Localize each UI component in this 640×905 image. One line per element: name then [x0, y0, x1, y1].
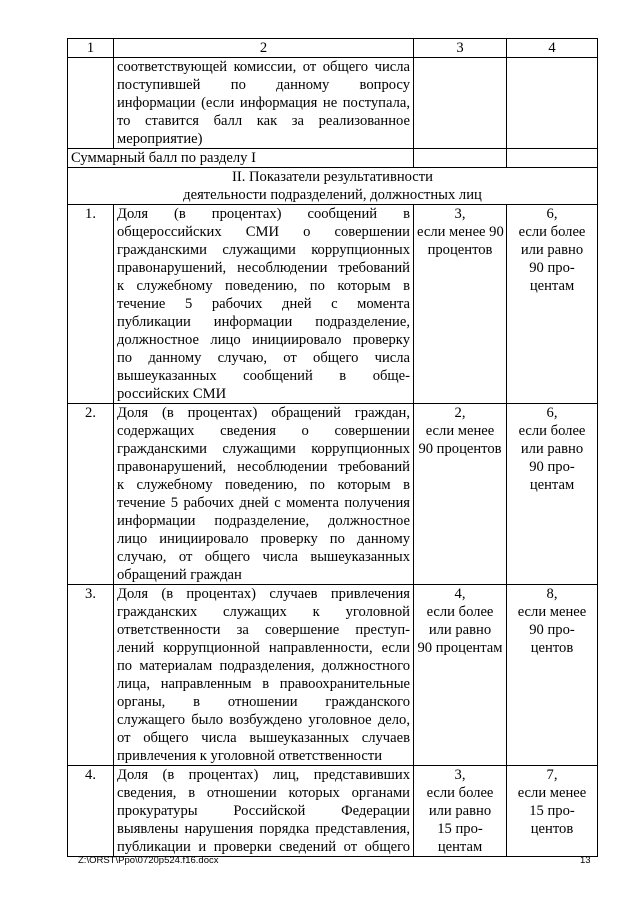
- text-line: соответствующей комиссии, от общего числа: [117, 59, 410, 75]
- row-score-col4: 8, если менее 90 про- центов: [507, 585, 598, 766]
- row-score-col4: 7, если менее 15 про- центов: [507, 766, 598, 857]
- text-line: должностное лицо инициировало проверку: [117, 332, 410, 348]
- text-line: публикации и проверки сведений от общего: [117, 839, 410, 855]
- section-title-line: деятельности подразделений, должностных лиц: [183, 187, 482, 203]
- text-line: Доля (в процентах) случаев привлечения: [117, 586, 410, 602]
- text-line: содержащих сведения о совершении: [117, 423, 410, 439]
- row-description: [114, 766, 414, 857]
- text-line: органы, в отношении гражданского: [117, 694, 410, 710]
- text-line: информации (если информация не поступала,: [117, 95, 410, 111]
- criteria-table: [67, 38, 598, 857]
- text-line: лицо инициировало проверку по данному: [117, 531, 410, 547]
- header-col-3: 3: [414, 39, 507, 58]
- text-line: прокуратуры Российской Федерации: [117, 803, 410, 819]
- section-title-line: II. Показатели результативности: [232, 169, 433, 185]
- section-title-row: [68, 168, 598, 205]
- text-line: привлечения к уголовной ответственности: [117, 748, 383, 764]
- text-line: ответственности за совершение преступ-: [117, 622, 410, 638]
- text-line: Доля (в процентах) лиц, представивших: [117, 767, 410, 783]
- row-description: [114, 205, 414, 404]
- text-line: обращений граждан: [117, 567, 242, 583]
- text-line: мероприятие): [117, 131, 203, 147]
- text-line: случаю, от общего числа вышеуказанных: [117, 549, 410, 565]
- header-col-1: 1: [68, 39, 114, 58]
- text-line: правонарушений, несоблюдении требований: [117, 459, 410, 475]
- summary-label: Суммарный балл по разделу I: [68, 149, 414, 168]
- footer-file-path: Z:\ORST\Ppo\0720p524.f16.docx: [78, 855, 219, 866]
- text-line: к служебному поведению, по которым в: [117, 278, 410, 294]
- text-line: служащего было возбуждено уголовное дело,: [117, 712, 410, 728]
- text-line: Доля (в процентах) сообщений в: [117, 206, 410, 222]
- text-line: по данному случаю, от общего числа: [117, 350, 410, 366]
- text-line: от общего числа вышеуказанных случаев: [117, 730, 410, 746]
- text-line: то ставится балл как за реализованное: [117, 113, 410, 129]
- row-description: [114, 404, 414, 585]
- text-line: информации подразделение, должностное: [117, 513, 410, 529]
- continuation-row: [68, 58, 598, 149]
- text-line: течение 5 рабочих дней с момента: [117, 296, 410, 312]
- row-score-col3: 4, если более или равно 90 процентам: [414, 585, 507, 766]
- row-score-col4: 6, если более или равно 90 про- центам: [507, 404, 598, 585]
- text-line: Доля (в процентах) обращений граждан,: [117, 405, 410, 421]
- row-score-col3: 2, если менее 90 процентов: [414, 404, 507, 585]
- text-line: сведения, в отношении которых органами: [117, 785, 410, 801]
- table-row: [68, 766, 598, 857]
- row-number: 2.: [68, 404, 114, 585]
- row-score-col3: 3, если менее 90 процентов: [414, 205, 507, 404]
- continuation-text: [114, 58, 414, 149]
- text-line: гражданскими служащими коррупционных: [117, 441, 410, 457]
- header-col-4: 4: [507, 39, 598, 58]
- table-row: [68, 205, 598, 404]
- text-line: вышеуказанных сообщений в обще-: [117, 368, 410, 384]
- text-line: выявлены нарушения порядка представления,: [117, 821, 410, 837]
- text-line: общероссийских СМИ о совершении: [117, 224, 410, 240]
- text-line: гражданскими служащими коррупционных: [117, 242, 410, 258]
- table-header-row: [68, 39, 598, 58]
- row-number: 1.: [68, 205, 114, 404]
- text-line: лица, направленным в правоохранительные: [117, 676, 410, 692]
- text-line: гражданских служащих к уголовной: [117, 604, 410, 620]
- text-line: лений коррупционной направленности, если: [117, 640, 410, 656]
- table-row: [68, 404, 598, 585]
- row-number: 3.: [68, 585, 114, 766]
- header-col-2: 2: [114, 39, 414, 58]
- text-line: поступившей по данному вопросу: [117, 77, 410, 93]
- text-line: течение 5 рабочих дней с момента получения: [117, 495, 410, 511]
- row-description: [114, 585, 414, 766]
- row-score-col3: 3, если более или равно 15 про- центам: [414, 766, 507, 857]
- text-line: к служебному поведению, по которым в: [117, 477, 410, 493]
- section-title: [68, 168, 598, 205]
- text-line: правонарушений, несоблюдении требований: [117, 260, 410, 276]
- summary-row: [68, 149, 598, 168]
- text-line: публикации информации подразделение,: [117, 314, 410, 330]
- text-line: по материалам подразделения, должностного: [117, 658, 410, 674]
- row-score-col4: 6, если более или равно 90 про- центам: [507, 205, 598, 404]
- footer-page-number: 13: [580, 855, 591, 866]
- row-number: 4.: [68, 766, 114, 857]
- table-row: [68, 585, 598, 766]
- text-line: российских СМИ: [117, 386, 227, 402]
